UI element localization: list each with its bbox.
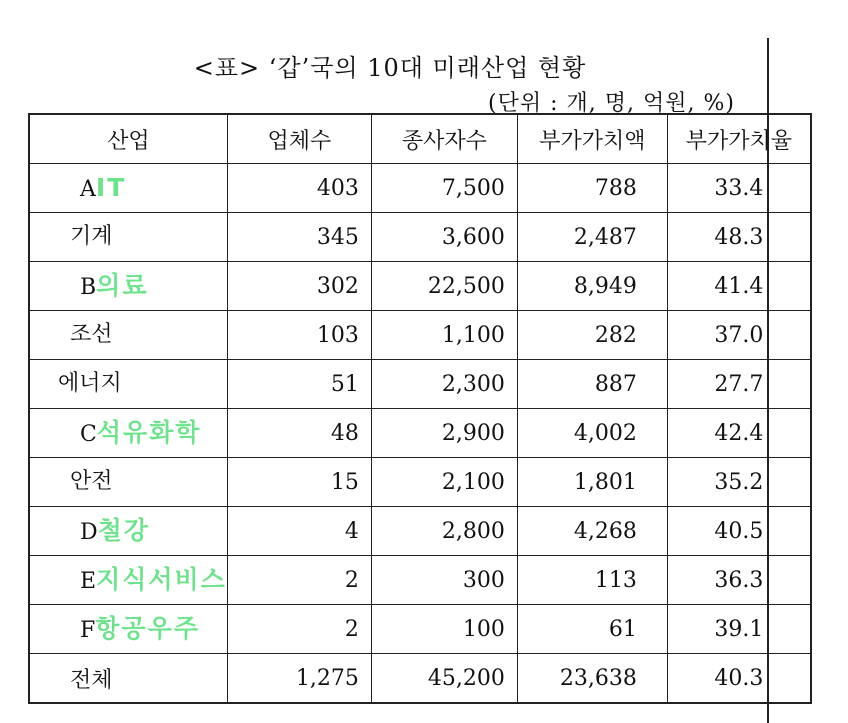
industry-cell: [29, 262, 227, 311]
header-employees: 종사자수: [371, 114, 517, 164]
industry-cell: [29, 507, 227, 556]
table-row: [29, 556, 811, 605]
industry-letter: B: [80, 275, 97, 300]
industry-letter: A: [80, 177, 96, 202]
companies-cell: 103: [227, 311, 371, 360]
industry-cell: [29, 213, 227, 262]
value-added-cell: 887: [517, 360, 667, 409]
employees-cell: 100: [371, 605, 517, 654]
total-value-added-cell: 23,638: [517, 654, 667, 704]
table-row: [29, 213, 811, 262]
companies-cell: 48: [227, 409, 371, 458]
table-row: [29, 164, 811, 213]
total-label-cell: 전체: [29, 654, 227, 704]
header-industry: 산업: [29, 114, 227, 164]
employees-cell: 300: [371, 556, 517, 605]
value-added-cell: 113: [517, 556, 667, 605]
industry-name-highlight: 석유화학: [96, 418, 202, 447]
employees-cell: 2,800: [371, 507, 517, 556]
industry-name-highlight: 지식서비스: [96, 565, 227, 594]
header-row: [29, 114, 811, 164]
value-rate-cell: 42.4: [667, 409, 811, 458]
industry-name-highlight: IT: [95, 173, 127, 202]
employees-cell: 3,600: [371, 213, 517, 262]
employees-cell: 22,500: [371, 262, 517, 311]
industry-table: [28, 113, 812, 704]
value-rate-cell: 48.3: [667, 213, 811, 262]
industry-cell: [29, 311, 227, 360]
employees-cell: 7,500: [371, 164, 517, 213]
companies-cell: 51: [227, 360, 371, 409]
table-row: [29, 605, 811, 654]
value-added-cell: 788: [517, 164, 667, 213]
table-row: [29, 360, 811, 409]
companies-cell: 2: [227, 605, 371, 654]
industry-name: 기계: [70, 224, 113, 249]
value-added-cell: 61: [517, 605, 667, 654]
employees-cell: 2,100: [371, 458, 517, 507]
value-added-cell: 4,002: [517, 409, 667, 458]
industry-name: 조선: [70, 322, 113, 347]
value-rate-cell: 40.5: [667, 507, 811, 556]
industry-cell: [29, 409, 227, 458]
employees-cell: 2,300: [371, 360, 517, 409]
industry-name-highlight: 철강: [97, 516, 150, 545]
industry-letter: E: [80, 569, 97, 594]
table-row: [29, 409, 811, 458]
table-body: [29, 164, 811, 704]
header-companies: 업체수: [227, 114, 371, 164]
companies-cell: 15: [227, 458, 371, 507]
companies-cell: 403: [227, 164, 371, 213]
industry-cell: [29, 556, 227, 605]
industry-name-highlight: 의료: [96, 271, 149, 300]
industry-letter: C: [80, 422, 97, 447]
total-value-rate-cell: 40.3: [667, 654, 811, 704]
value-added-cell: 4,268: [517, 507, 667, 556]
value-rate-cell: 39.1: [667, 605, 811, 654]
value-added-cell: 2,487: [517, 213, 667, 262]
companies-cell: 302: [227, 262, 371, 311]
companies-cell: 345: [227, 213, 371, 262]
unit-note: (단위 : 개, 명, 억원, %): [488, 91, 735, 116]
value-rate-cell: 35.2: [667, 458, 811, 507]
value-added-cell: 282: [517, 311, 667, 360]
employees-cell: 1,100: [371, 311, 517, 360]
header-value-rate: 부가가치율: [667, 114, 811, 164]
value-rate-cell: 37.0: [667, 311, 811, 360]
industry-name: 안전: [70, 469, 113, 494]
table-row: [29, 458, 811, 507]
header-value-added: 부가가치액: [517, 114, 667, 164]
industry-name-highlight: 항공우주: [95, 614, 200, 643]
industry-letter: D: [80, 520, 98, 545]
industry-cell: [29, 605, 227, 654]
table-row: [29, 311, 811, 360]
value-added-cell: 8,949: [517, 262, 667, 311]
industry-letter: F: [80, 618, 96, 643]
value-rate-cell: 36.3: [667, 556, 811, 605]
value-added-cell: 1,801: [517, 458, 667, 507]
industry-name: 에너지: [58, 371, 122, 396]
total-companies-cell: 1,275: [227, 654, 371, 704]
value-rate-cell: 27.7: [667, 360, 811, 409]
total-employees-cell: 45,200: [371, 654, 517, 704]
total-row: [29, 654, 811, 704]
value-rate-cell: 41.4: [667, 262, 811, 311]
table-row: [29, 262, 811, 311]
industry-cell: [29, 360, 227, 409]
table-row: [29, 507, 811, 556]
industry-cell: [29, 164, 227, 213]
industry-cell: [29, 458, 227, 507]
companies-cell: 2: [227, 556, 371, 605]
value-rate-cell: 33.4: [667, 164, 811, 213]
companies-cell: 4: [227, 507, 371, 556]
employees-cell: 2,900: [371, 409, 517, 458]
table-title: <표> ‘갑’국의 10대 미래산업 현황: [193, 54, 587, 82]
